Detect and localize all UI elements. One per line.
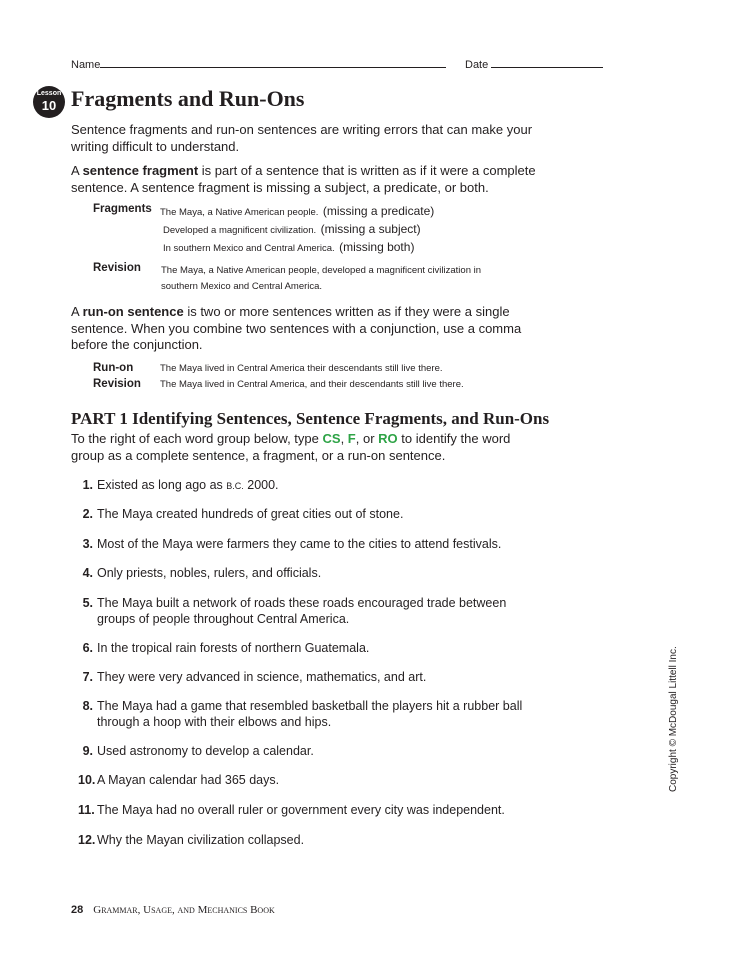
name-field — [71, 56, 446, 71]
cs-code: CS — [322, 431, 341, 446]
copyright-notice: Copyright © McDougal Littell Inc. — [668, 646, 679, 792]
list-item: 9. Used astronomy to develop a calendar. — [82, 744, 314, 758]
fragments-examples — [160, 203, 434, 257]
list-item: 8. The Maya had a game that resembled basketball the players hit a rubber ball through a hoop with their elbows and hips. — [82, 699, 523, 729]
runon-definition: A run-on sentence is two or more sentences written as if they were a single sentence. When you combine two sentences with a conjunction, use a comma before the conjunction. — [71, 304, 522, 352]
fragment-term: sentence fragment — [82, 163, 199, 178]
page-title: Fragments and Run-Ons — [71, 86, 305, 111]
revision-label: Revision — [93, 262, 141, 274]
lesson-number: 10 — [41, 98, 57, 113]
fragments-label: Fragments — [93, 203, 152, 215]
ro-code: RO — [378, 431, 398, 446]
runon-revision-label: Revision — [93, 378, 141, 390]
list-item: 11. The Maya had no overall ruler or government every city was independent. — [78, 803, 505, 817]
f-code: F — [347, 431, 356, 446]
runon-examples — [160, 361, 464, 393]
runon-term: run-on sentence — [82, 304, 184, 319]
runon-label: Run-on — [93, 362, 134, 374]
list-item: 2. The Maya created hundreds of great cities out of stone. — [82, 507, 404, 521]
date-line — [491, 56, 603, 68]
runon-labels — [93, 360, 141, 392]
list-item: 12. Why the Mayan civilization collapsed. — [78, 833, 305, 847]
list-item: 1. Existed as long ago as B.C. 2000. — [82, 478, 279, 492]
list-item: 5. The Maya built a network of roads these roads encouraged trade between groups of people throughout Central America. — [82, 596, 507, 626]
part1-title: PART 1 Identifying Sentences, Sentence Fragments, and Run-Ons — [71, 409, 550, 428]
lesson-badge-label: Lesson — [36, 90, 62, 97]
list-item: 6. In the tropical rain forests of northern Guatemala. — [82, 641, 370, 655]
name-line — [100, 56, 446, 68]
list-item: 3. Most of the Maya were farmers they came to the cities to attend festivals. — [82, 537, 502, 551]
list-item: 4. Only priests, nobles, rulers, and officials. — [82, 566, 322, 580]
page-footer — [71, 904, 275, 916]
fragment-example: In southern Mexico and Central America. (missing both) — [163, 240, 415, 254]
list-item: 7. They were very advanced in science, mathematics, and art. — [82, 670, 427, 684]
page-number: 28 — [71, 904, 84, 916]
runon-revision-example: The Maya lived in Central America, and their descendants still live there. — [160, 379, 464, 390]
book-title: Grammar, Usage, and Mechanics Book — [93, 904, 275, 916]
list-item: 10. A Mayan calendar had 365 days. — [78, 773, 280, 787]
fragment-example: Developed a magnificent civilization. (missing a subject) — [163, 222, 421, 236]
intro-paragraph: Sentence fragments and run-on sentences are writing errors that can make your writing difficult to understand. — [71, 122, 533, 154]
fragment-definition: A sentence fragment is part of a sentence that is written as if it were a complete sentence. A sentence fragment is missing a subject, a predicate, or both. — [71, 163, 536, 195]
part1-instructions: To the right of each word group below, type CS, F, or RO to identify the word group as a complete sentence, a fragment, or a run-on sentence. — [71, 431, 511, 463]
name-label: Name — [71, 59, 101, 71]
lesson-badge — [33, 86, 65, 118]
revision-example: The Maya, a Native American people, developed a magnificent civilization in southern Mexico and Central America. — [161, 265, 482, 292]
date-field — [465, 56, 603, 71]
runon-example: The Maya lived in Central America their descendants still live there. — [160, 363, 443, 374]
date-label: Date — [465, 59, 489, 71]
fragment-example: The Maya, a Native American people. (missing a predicate) — [160, 204, 435, 218]
